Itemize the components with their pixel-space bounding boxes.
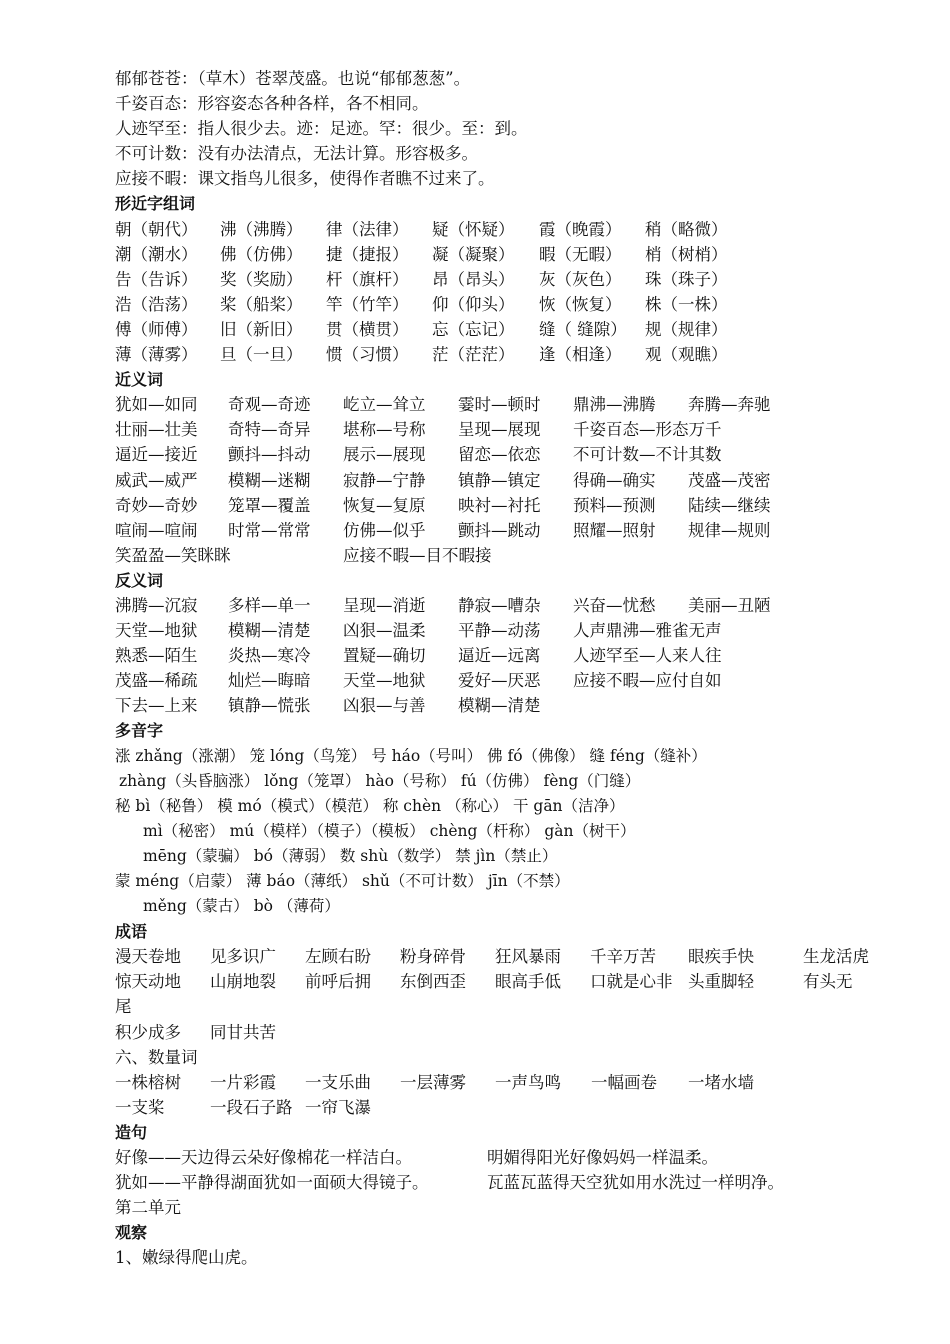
similar-char-item: 捷（捷报）: [326, 244, 409, 264]
similar-char-item: 竿（竹竿）: [326, 294, 409, 314]
synonym-item: 预料—预测: [573, 495, 656, 515]
similar-chars-row: [115, 342, 875, 367]
antonym-item: 凶狠—与善: [343, 696, 426, 716]
similar-char-item: 梢（树梢）: [645, 244, 728, 264]
antonyms-list: [115, 593, 875, 718]
sentence-row: [115, 1145, 875, 1170]
antonym-item: 逼近—远离: [458, 646, 541, 666]
similar-char-item: 昂（昂头）: [432, 269, 515, 289]
polyphone-line: mēng（蒙骗） bó（薄弱） 数 shù（数学） 禁 jìn（禁止）: [143, 846, 558, 865]
quantifiers-list: [115, 1070, 875, 1120]
synonym-item: 颤抖—抖动: [228, 445, 311, 465]
quantifier-item: 一幅画卷: [591, 1072, 657, 1092]
quantifier-item: 一株榕树: [115, 1072, 181, 1092]
synonym-item: 映衬—衬托: [458, 495, 541, 515]
similar-char-item: 桨（船桨）: [220, 294, 303, 314]
quantifier-row: [115, 1095, 875, 1120]
synonym-item: 得确—确实: [573, 470, 656, 490]
antonym-row: [115, 618, 875, 643]
antonym-item: 美丽—丑陋: [688, 595, 771, 615]
similar-chars-table: [115, 217, 875, 368]
idiom-row: [115, 944, 875, 969]
similar-char-item: 茫（茫茫）: [432, 345, 515, 365]
idiom-item: 积少成多: [115, 1022, 181, 1042]
antonym-row: [115, 693, 875, 718]
similar-char-item: 规（规律）: [645, 319, 728, 339]
synonym-item: 奇观—奇迹: [228, 395, 311, 415]
synonym-row: [115, 468, 875, 493]
sentence-item: 好像——天边得云朵好像棉花一样洁白。: [115, 1148, 412, 1168]
polyphone-line: 涨 zhǎng（涨潮） 笼 lóng（鸟笼） 号 háo（号叫） 佛 fó（佛像） 缝 féng（缝补）: [115, 746, 707, 765]
synonym-item: 茂盛—茂密: [688, 470, 771, 490]
quantifier-item: 一支桨: [115, 1097, 165, 1117]
synonym-row: [115, 417, 875, 442]
idiom-item: 有头无: [803, 972, 853, 992]
idiom-item: 见多识广: [210, 947, 276, 967]
synonym-item: 千姿百态—形态万千: [573, 420, 722, 440]
definition-line: 人迹罕至：指人很少去。迹：足迹。罕：很少。至：到。: [115, 119, 528, 139]
antonym-item: 模糊—清楚: [458, 696, 541, 716]
idiom-row: [115, 969, 875, 994]
antonym-item: 兴奋—忧愁: [573, 595, 656, 615]
antonym-item: 下去—上来: [115, 696, 198, 716]
idiom-item: 头重脚轻: [688, 972, 754, 992]
similar-char-item: 逢（相逢）: [539, 345, 622, 365]
similar-char-item: 缝（ 缝隙）: [539, 319, 627, 339]
definition-line: 千姿百态：形容姿态各种各样，各不相同。: [115, 94, 429, 114]
idiom-item: 前呼后拥: [305, 972, 371, 992]
antonym-item: 平静—动荡: [458, 621, 541, 641]
similar-char-item: 旦（一旦）: [220, 345, 303, 365]
similar-char-item: 薄（薄雾）: [115, 345, 198, 365]
synonym-item: 时常—常常: [228, 520, 311, 540]
synonym-item: 寂静—宁静: [343, 470, 426, 490]
antonym-row: [115, 668, 875, 693]
idiom-item: 左顾右盼: [305, 947, 371, 967]
quantifier-item: 一段石子路: [210, 1097, 293, 1117]
similar-chars-row: [115, 317, 875, 342]
polyphone-line: zhàng（头昏脑涨） lǒng（笼罩） hào（号称） fú（仿佛） fèng（门缝）: [119, 771, 641, 790]
similar-char-item: 佛（仿佛）: [220, 244, 303, 264]
similar-char-item: 告（告诉）: [115, 269, 198, 289]
synonym-item: 笑盈盈—笑眯眯: [115, 545, 231, 565]
synonyms-list: [115, 392, 875, 568]
similar-char-item: 珠（珠子）: [645, 269, 728, 289]
synonym-item: 陆续—继续: [688, 495, 771, 515]
idiom-item: 生龙活虎: [803, 947, 869, 967]
similar-char-item: 贯（横贯）: [326, 319, 409, 339]
similar-char-item: 傅（师傅）: [115, 319, 198, 339]
synonym-item: 展示—展现: [343, 445, 426, 465]
antonym-item: 镇静—慌张: [228, 696, 311, 716]
similar-char-item: 朝（朝代）: [115, 219, 198, 239]
similar-char-item: 沸（沸腾）: [220, 219, 303, 239]
idiom-item: 眼高手低: [495, 972, 561, 992]
antonym-item: 爱好—厌恶: [458, 671, 541, 691]
antonym-item: 人声鼎沸—雅雀无声: [573, 621, 722, 641]
antonym-item: 应接不暇—应付自如: [573, 671, 722, 691]
antonym-item: 沸腾—沉寂: [115, 595, 198, 615]
similar-char-item: 霞（晚霞）: [539, 219, 622, 239]
polyphone-line: měng（蒙古） bò （薄荷）: [143, 897, 340, 916]
antonym-item: 模糊—清楚: [228, 621, 311, 641]
definition-line: 应接不暇：课文指鸟儿很多，使得作者瞧不过来了。: [115, 169, 495, 189]
section-heading-polyphones: 多音字: [115, 721, 164, 741]
synonym-item: 照耀—照射: [573, 520, 656, 540]
observe-item: 1、嫩绿得爬山虎。: [115, 1248, 258, 1268]
sentence-item: 犹如——平静得湖面犹如一面硕大得镜子。: [115, 1173, 429, 1193]
similar-char-item: 律（法律）: [326, 219, 409, 239]
synonym-item: 不可计数—不计其数: [573, 445, 722, 465]
idiom-item: 眼疾手快: [688, 947, 754, 967]
antonym-item: 多样—单一: [228, 595, 311, 615]
similar-char-item: 杆（旗杆）: [326, 269, 409, 289]
idiom-item: 千辛万苦: [590, 947, 656, 967]
antonym-item: 天堂—地狱: [115, 621, 198, 641]
quantifier-item: 一层薄雾: [400, 1072, 466, 1092]
idiom-item: 漫天卷地: [115, 947, 181, 967]
similar-chars-row: [115, 267, 875, 292]
section-heading-quantifiers: 六、数量词: [115, 1047, 198, 1067]
antonym-row: [115, 593, 875, 618]
synonym-item: 笼罩—覆盖: [228, 495, 311, 515]
synonym-item: 犹如—如同: [115, 395, 198, 415]
sentence-item: 瓦蓝瓦蓝得天空犹如用水洗过一样明净。: [487, 1173, 784, 1193]
similar-char-item: 凝（凝聚）: [432, 244, 515, 264]
similar-char-item: 奖（奖励）: [220, 269, 303, 289]
similar-char-item: 忘（忘记）: [432, 319, 515, 339]
synonym-item: 奇妙—奇妙: [115, 495, 198, 515]
similar-char-item: 稍（略微）: [645, 219, 728, 239]
section-heading-idioms: 成语: [115, 922, 148, 942]
synonym-row: [115, 442, 875, 467]
similar-chars-row: [115, 292, 875, 317]
similar-char-item: 浩（浩荡）: [115, 294, 198, 314]
synonym-item: 留恋—依恋: [458, 445, 541, 465]
similar-char-item: 潮（潮水）: [115, 244, 198, 264]
idiom-item: 同甘共苦: [210, 1022, 276, 1042]
synonym-item: 呈现—展现: [458, 420, 541, 440]
quantifier-item: 一支乐曲: [305, 1072, 371, 1092]
antonym-row: [115, 643, 875, 668]
synonym-row: [115, 392, 875, 417]
synonym-item: 奇特—奇异: [228, 420, 311, 440]
synonym-row: [115, 493, 875, 518]
idiom-item: 粉身碎骨: [400, 947, 466, 967]
synonym-item: 鼎沸—沸腾: [573, 395, 656, 415]
idiom-item: 口就是心非: [590, 972, 673, 992]
definition-line: 不可计数：没有办法清点，无法计算。形容极多。: [115, 144, 478, 164]
synonym-item: 逼近—接近: [115, 445, 198, 465]
document-body: [115, 66, 875, 1271]
section-heading-antonyms: 反义词: [115, 570, 164, 590]
section-heading-synonyms: 近义词: [115, 370, 164, 390]
idiom-item: 东倒西歪: [400, 972, 466, 992]
synonym-item: 仿佛—似乎: [343, 520, 426, 540]
definition-line: 郁郁苍苍：（草木）苍翠茂盛。也说“郁郁葱葱”。: [115, 69, 471, 88]
synonym-row: [115, 543, 875, 568]
antonym-item: 静寂—嘈杂: [458, 595, 541, 615]
unit-heading: 第二单元: [115, 1198, 181, 1218]
similar-char-item: 株（一株）: [645, 294, 728, 314]
synonym-item: 规律—规则: [688, 520, 771, 540]
synonym-item: 威武—威严: [115, 470, 198, 490]
polyphone-line: mì（秘密） mú（模样）（模子）（模板） chèng（杆称） gàn（树干）: [143, 821, 636, 840]
antonym-item: 置疑—确切: [343, 646, 426, 666]
similar-char-item: 疑（怀疑）: [432, 219, 515, 239]
similar-char-item: 仰（仰头）: [432, 294, 515, 314]
synonym-item: 奔腾—奔驰: [688, 395, 771, 415]
synonym-item: 应接不暇—目不暇接: [343, 545, 492, 565]
sentence-row: [115, 1170, 875, 1195]
synonym-item: 模糊—迷糊: [228, 470, 311, 490]
section-heading-observe: 观察: [115, 1223, 148, 1243]
idiom-item: 狂风暴雨: [495, 947, 561, 967]
idiom-item: 山崩地裂: [210, 972, 276, 992]
synonym-item: 霎时—顿时: [458, 395, 541, 415]
synonym-row: [115, 518, 875, 543]
antonym-item: 灿烂—晦暗: [228, 671, 311, 691]
idioms-list: [115, 944, 875, 1044]
quantifier-item: 一帘飞瀑: [305, 1097, 371, 1117]
synonym-item: 屹立—耸立: [343, 395, 426, 415]
antonym-item: 天堂—地狱: [343, 671, 426, 691]
similar-char-item: 惯（习惯）: [326, 345, 409, 365]
similar-char-item: 灰（灰色）: [539, 269, 622, 289]
polyphone-line: 秘 bì（秘鲁） 模 mó（模式）（模范） 称 chèn （称心） 干 gān（洁净）: [115, 796, 625, 815]
idiom-item: 惊天动地: [115, 972, 181, 992]
quantifier-item: 一声鸟鸣: [495, 1072, 561, 1092]
antonym-item: 茂盛—稀疏: [115, 671, 198, 691]
section-heading-sentences: 造句: [115, 1122, 148, 1142]
antonym-item: 炎热—寒冷: [228, 646, 311, 666]
idiom-row: [115, 1020, 875, 1045]
similar-chars-row: [115, 217, 875, 242]
idiom-item: 尾: [115, 997, 132, 1017]
section-heading-similar-chars: 形近字组词: [115, 194, 196, 214]
synonym-item: 恢复—复原: [343, 495, 426, 515]
quantifier-row: [115, 1070, 875, 1095]
similar-char-item: 暇（无暇）: [539, 244, 622, 264]
sentences-list: [115, 1145, 875, 1195]
antonym-item: 呈现—消逝: [343, 595, 426, 615]
polyphone-line: 蒙 méng（启蒙） 薄 báo（薄纸） shǔ（不可计数） jīn（不禁）: [115, 872, 570, 890]
similar-char-item: 旧（新旧）: [220, 319, 303, 339]
synonym-item: 镇静—镇定: [458, 470, 541, 490]
similar-char-item: 恢（恢复）: [539, 294, 622, 314]
similar-char-item: 观（观瞧）: [645, 345, 728, 365]
synonym-item: 壮丽—壮美: [115, 420, 198, 440]
quantifier-item: 一片彩霞: [210, 1072, 276, 1092]
antonym-item: 人迹罕至—人来人往: [573, 646, 722, 666]
synonym-item: 堪称—号称: [343, 420, 426, 440]
sentence-item: 明媚得阳光好像妈妈一样温柔。: [487, 1148, 718, 1168]
antonym-item: 凶狠—温柔: [343, 621, 426, 641]
quantifier-item: 一堵水墙: [688, 1072, 754, 1092]
similar-chars-row: [115, 242, 875, 267]
synonym-item: 颤抖—跳动: [458, 520, 541, 540]
antonym-item: 熟悉—陌生: [115, 646, 198, 666]
synonym-item: 喧闹—喧闹: [115, 520, 198, 540]
idiom-row: [115, 994, 875, 1019]
